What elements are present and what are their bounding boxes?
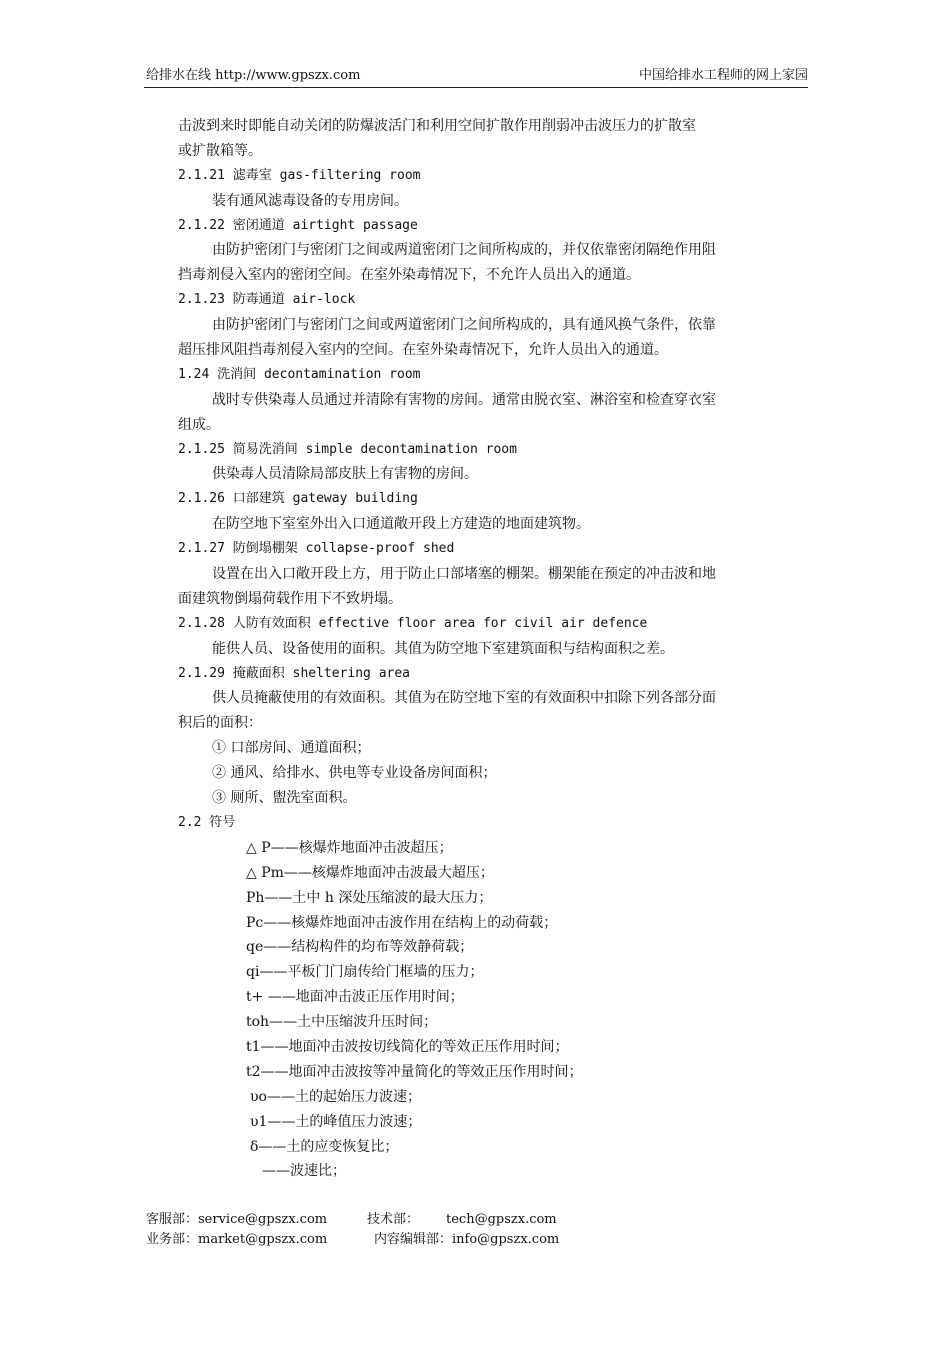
symbol-definition: t+ ——地面冲击波正压作用时间； xyxy=(246,989,464,1006)
list-item: ③ 厕所、盥洗室面积。 xyxy=(212,790,357,807)
term-definition: 设置在出入口敞开段上方，用于防止口部堵塞的棚架。棚架能在预定的冲击波和地 xyxy=(212,566,716,583)
symbol-definition: Ph——土中 h 深处压缩波的最大压力； xyxy=(246,889,493,906)
term-definition: 由防护密闭门与密闭门之间或两道密闭门之间所构成的，具有通风换气条件，依靠 xyxy=(212,317,716,334)
symbol-definition: △ P——核爆炸地面冲击波超压； xyxy=(246,839,453,856)
term-heading: 2.1.26 口部建筑 gateway building xyxy=(178,491,418,507)
footer-service-contact: 客服部：service@gpszx.com xyxy=(146,1212,328,1227)
symbol-definition: Pc——核爆炸地面冲击波作用在结构上的动荷载； xyxy=(246,914,558,931)
term-heading: 1.24 洗消间 decontamination room xyxy=(178,366,421,382)
list-item: ② 通风、给排水、供电等专业设备房间面积； xyxy=(212,765,497,782)
term-heading: 2.1.29 掩蔽面积 sheltering area xyxy=(178,665,411,681)
paragraph-line: 击波到来时即能自动关闭的防爆波活门和利用空间扩散作用削弱冲击波压力的扩散室 xyxy=(178,118,696,134)
paragraph-line: 或扩散箱等。 xyxy=(178,142,262,159)
symbol-definition: qe——结构构件的均布等效静荷载； xyxy=(246,939,474,956)
term-heading: 2.1.27 防倒塌棚架 collapse-proof shed xyxy=(178,541,455,557)
term-definition: 组成。 xyxy=(178,416,220,433)
symbol-definition: υo——土的起始压力波速； xyxy=(250,1088,421,1105)
list-item: ① 口部房间、通道面积； xyxy=(212,740,371,757)
symbol-definition: t1——地面冲击波按切线简化的等效正压作用时间； xyxy=(246,1038,569,1055)
term-definition: 供人员掩蔽使用的有效面积。其值为在防空地下室的有效面积中扣除下列各部分面 xyxy=(212,690,716,707)
term-heading: 2.1.28 人防有效面积 effective floor area for civil air defence xyxy=(178,615,648,631)
term-heading: 2.1.22 密闭通道 airtight passage xyxy=(178,217,418,233)
term-definition: 超压排风阻挡毒剂侵入室内的空间。在室外染毒情况下，允许人员出入的通道。 xyxy=(178,342,668,359)
symbol-definition: qi——平板门门扇传给门框墙的压力； xyxy=(246,964,484,981)
document-body xyxy=(178,114,808,1184)
term-heading: 2.1.23 防毒通道 air-lock xyxy=(178,292,356,308)
symbol-definition: toh——土中压缩波升压时间； xyxy=(246,1014,438,1031)
header-divider xyxy=(144,87,808,88)
footer-market-contact: 业务部：market@gpszx.com xyxy=(146,1232,328,1247)
symbol-definition: δ——土的应变恢复比； xyxy=(250,1138,399,1155)
term-definition: 积后的面积： xyxy=(178,715,262,732)
footer-tech-label: 技术部： xyxy=(367,1212,420,1227)
term-heading: 2.1.25 简易洗消间 simple decontamination room xyxy=(178,441,517,457)
term-definition: 装有通风滤毒设备的专用房间。 xyxy=(212,192,408,209)
term-definition: 挡毒剂侵入室内的密闭空间。在室外染毒情况下，不允许人员出入的通道。 xyxy=(178,267,640,284)
symbol-definition: ——波速比； xyxy=(262,1163,346,1180)
header-tagline: 中国给排水工程师的网上家园 xyxy=(638,68,808,83)
symbol-definition: △ Pm——核爆炸地面冲击波最大超压； xyxy=(246,864,494,881)
term-definition: 供染毒人员清除局部皮肤上有害物的房间。 xyxy=(212,466,478,483)
term-definition: 在防空地下室室外出入口通道敞开段上方建造的地面建筑物。 xyxy=(212,516,590,533)
symbol-definition: t2——地面冲击波按等冲量简化的等效正压作用时间； xyxy=(246,1063,583,1080)
header-site-name: 给排水在线 http://www.gpszx.com xyxy=(146,68,361,83)
term-heading: 2.1.21 滤毒室 gas-filtering room xyxy=(178,167,421,183)
footer-tech-email: tech@gpszx.com xyxy=(446,1212,557,1227)
term-definition: 面建筑物倒塌荷载作用下不致坍塌。 xyxy=(178,590,402,607)
term-definition: 由防护密闭门与密闭门之间或两道密闭门之间所构成的，并仅依靠密闭隔绝作用阻 xyxy=(212,242,716,259)
symbol-definition: υ1——土的峰值压力波速； xyxy=(250,1113,422,1130)
section-heading: 2.2 符号 xyxy=(178,814,236,830)
term-definition: 能供人员、设备使用的面积。其值为防空地下室建筑面积与结构面积之差。 xyxy=(212,640,674,657)
footer-info-contact: 内容编辑部：info@gpszx.com xyxy=(374,1232,560,1247)
term-definition: 战时专供染毒人员通过并清除有害物的房间。通常由脱衣室、淋浴室和检查穿衣室 xyxy=(212,391,716,408)
